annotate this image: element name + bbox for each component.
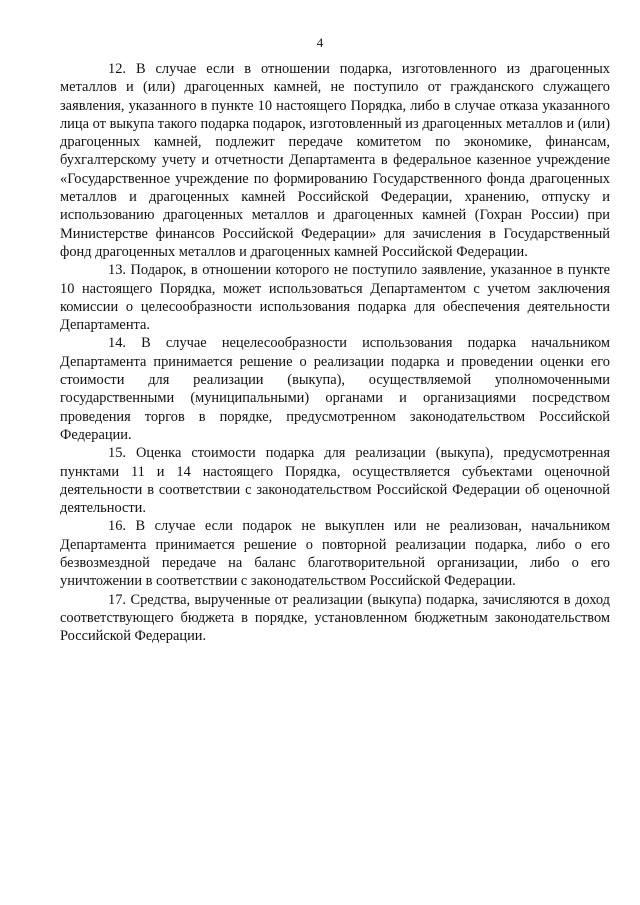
- paragraph-12: 12. В случае если в отношении подарка, изготовленного из драгоценных металлов и (или) драгоценных камней, не поступило от гражданского служащего заявления, указанного в пункте 10 настоящего Порядка, либо в случае отказа указанного лица от выкупа такого подарка подарок, изготовленный из драгоценных металлов и (или) драгоценных камней, подлежит передаче комитетом по экономике, финансам, бухгалтерскому учету и отчетности Департамента в федеральное казенное учреждение «Государственное учреждение по формированию Государственного фонда драгоценных металлов и драгоценных камней Российской Федерации, хранению, отпуску и использованию драгоценных металлов и драгоценных камней (Гохран России) при Министерстве финансов Российской Федерации» для зачисления в Государственный фонд драгоценных металлов и драгоценных камней Российской Федерации.: [60, 61, 610, 260]
- document-body: [60, 60, 610, 646]
- paragraph-17: 17. Средства, вырученные от реализации (выкупа) подарка, зачисляются в доход соответствующего бюджета в порядке, установленном бюджетным законодательством Российской Федерации.: [60, 591, 610, 645]
- paragraph-14: 14. В случае нецелесообразности использования подарка начальником Департамента принимается решение о реализации подарка и проведении оценки его стоимости для реализации (выкупа), осуществляемой уполномоченными государственными (муниципальными) органами и организациями посредством проведения торгов в порядке, предусмотренном законодательством Российской Федерации.: [60, 335, 610, 443]
- paragraph-15: 15. Оценка стоимости подарка для реализации (выкупа), предусмотренная пунктами 11 и 14 настоящего Порядка, осуществляется субъектами оценочной деятельности в соответствии с законодательством Российской Федерации об оценочной деятельности.: [60, 445, 610, 517]
- page-number: 4: [316, 35, 324, 50]
- paragraph-13: 13. Подарок, в отношении которого не поступило заявление, указанное в пункте 10 настоящего Порядка, может использоваться Департаментом с учетом заключения комиссии о целесообразности использования подарка для обеспечения деятельности Департамента.: [60, 262, 610, 334]
- paragraph-16: 16. В случае если подарок не выкуплен или не реализован, начальником Департамента принимается решение о повторной реализации подарка, либо о его безвозмездной передаче на баланс благотворительной организации, либо о его уничтожении в соответствии с законодательством Российской Федерации.: [60, 518, 610, 590]
